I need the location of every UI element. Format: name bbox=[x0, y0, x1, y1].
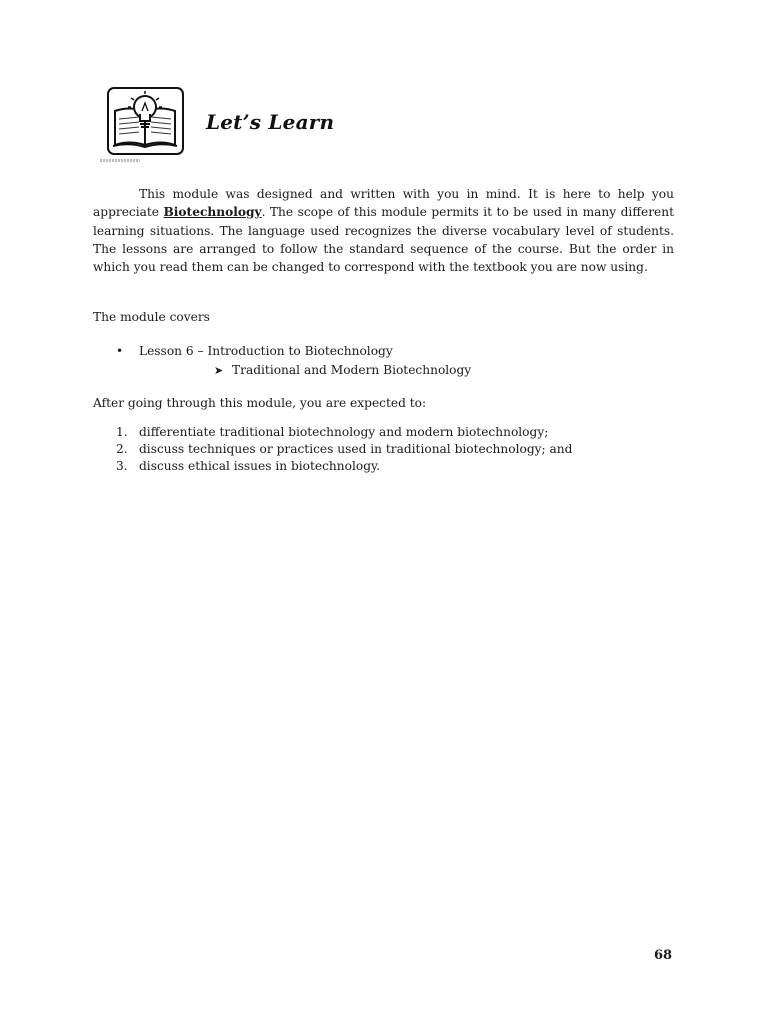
objective-text: discuss ethical issues in biotechnology. bbox=[139, 458, 381, 473]
objective-item bbox=[116, 424, 572, 441]
objectives-label: After going through this module, you are expected to: bbox=[93, 396, 427, 410]
lesson-title: Lesson 6 – Introduction to Biotechnology bbox=[139, 344, 393, 358]
biotechnology-term: Biotechnology bbox=[163, 205, 262, 220]
bullet-icon: • bbox=[116, 344, 124, 358]
image-credit-mark bbox=[100, 159, 140, 162]
arrow-bullet-icon: ➤ bbox=[214, 364, 224, 377]
intro-text-end: . The scope of this module permits it to be used in many different learning situations. The language used recognizes the diverse vocabulary level of students. The lessons are arranged to follow the standard sequence of the course. But the order in which you read them can be changed to correspond with the textbook you are now using. bbox=[93, 205, 674, 275]
lesson-list-item bbox=[116, 342, 393, 360]
section-heading: Let’s Learn bbox=[206, 110, 335, 134]
objective-item bbox=[116, 458, 572, 475]
objective-number: 3. bbox=[116, 458, 128, 473]
objectives-list bbox=[116, 424, 572, 474]
intro-paragraph bbox=[93, 185, 674, 276]
page-number: 68 bbox=[654, 948, 673, 963]
sublesson-title: Traditional and Modern Biotechnology bbox=[232, 363, 472, 377]
sublesson-list-item bbox=[214, 361, 471, 380]
covers-label: The module covers bbox=[93, 310, 210, 324]
book-lightbulb-icon bbox=[107, 87, 184, 155]
objective-number: 1. bbox=[116, 425, 128, 439]
objective-item bbox=[116, 441, 572, 458]
objective-text: differentiate traditional biotechnology and modern biotechnology; bbox=[139, 425, 549, 439]
objective-number: 2. bbox=[116, 441, 128, 456]
intro-text-start: This module was designed and written with you in mind. It is here to help you appreciate bbox=[93, 187, 674, 220]
objective-text: discuss techniques or practices used in traditional biotechnology; and bbox=[139, 441, 573, 456]
